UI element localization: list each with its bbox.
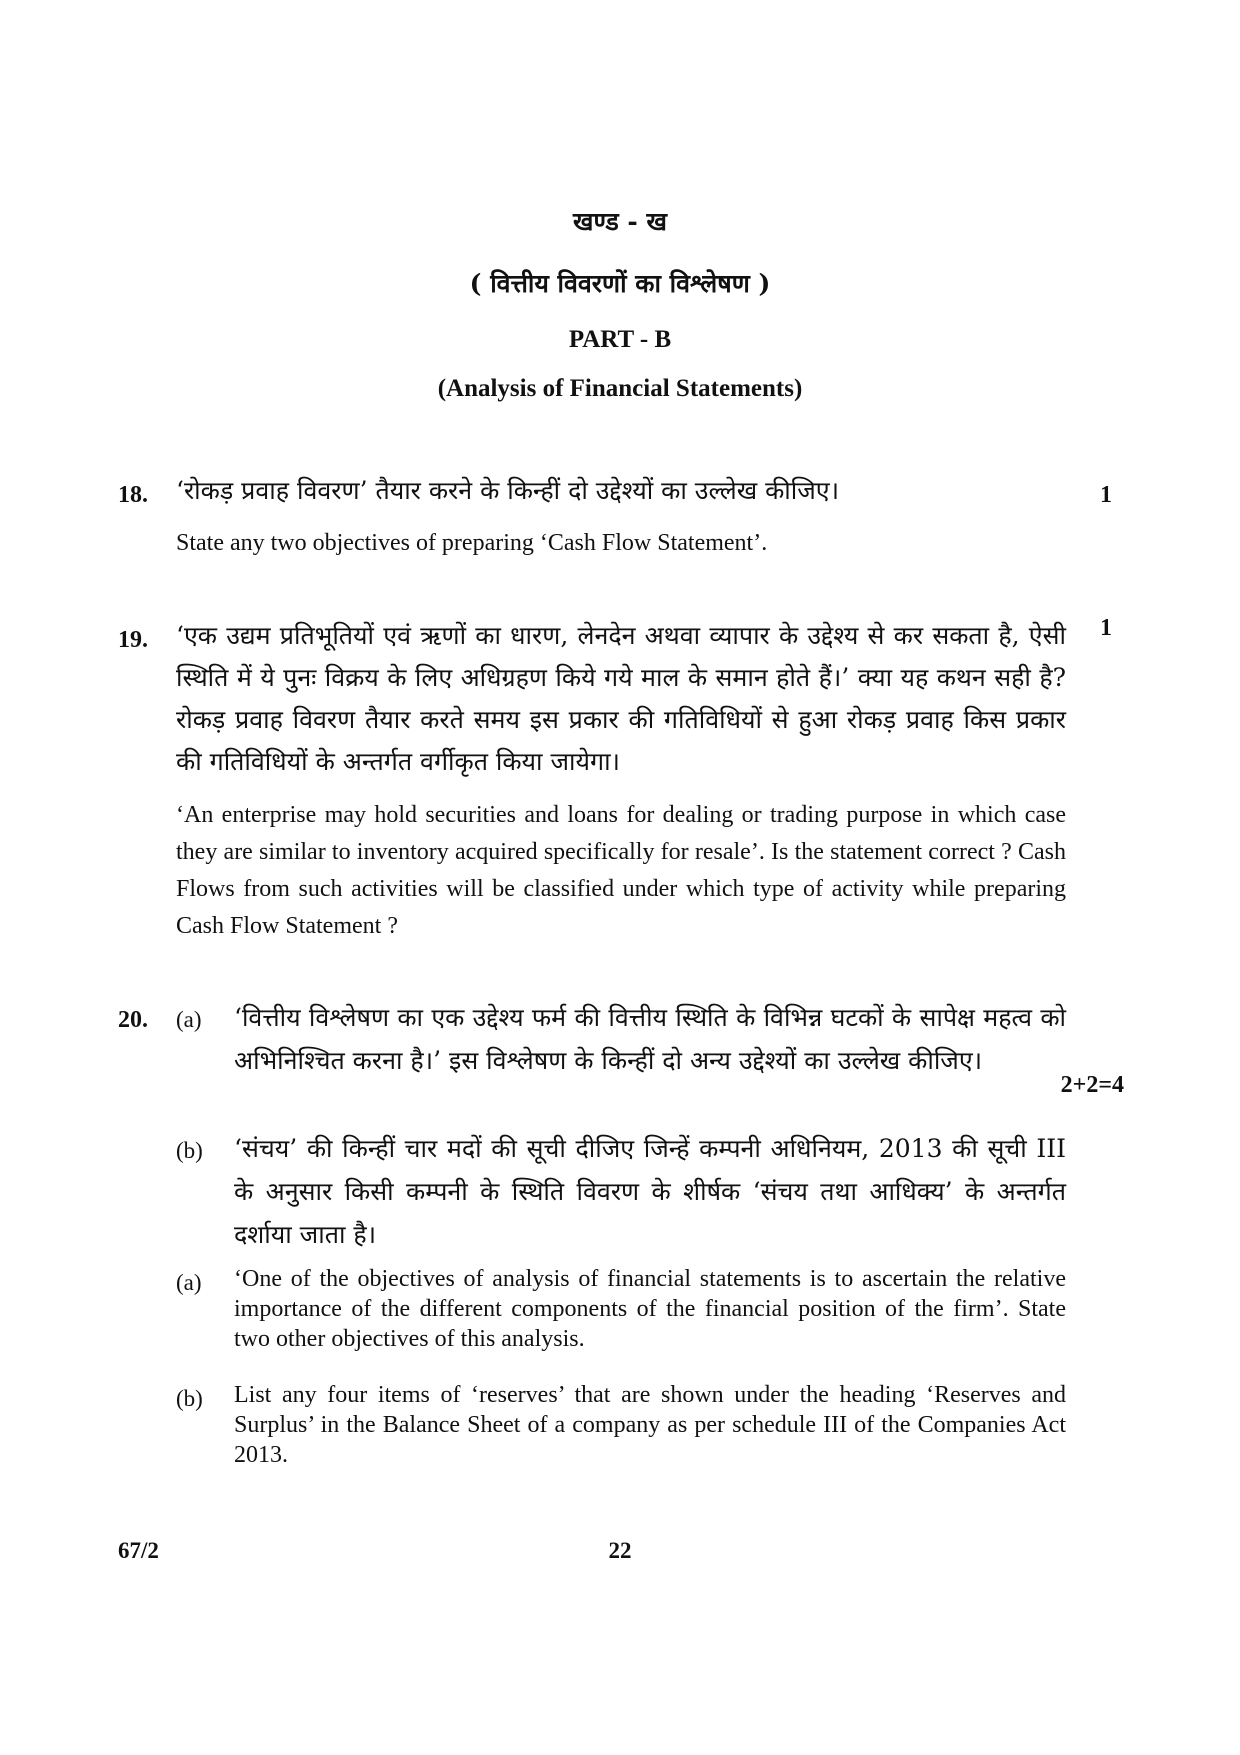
question-18-hindi: ‘रोकड़ प्रवाह विवरण’ तैयार करने के किन्हीं दो उद्देश्यों का उल्लेख कीजिए। bbox=[176, 476, 840, 505]
question-20-english-b-label: (b) bbox=[176, 1386, 203, 1411]
question-18-marks: 1 bbox=[1100, 482, 1112, 508]
question-number: 20. bbox=[118, 1007, 148, 1033]
english-section-subtitle: (Analysis of Financial Statements) bbox=[437, 375, 803, 402]
question-number: 18. bbox=[118, 482, 148, 508]
question-20-english-b: List any four items of ‘reserves’ that are shown under the heading ‘Reserves and Surplus’ in the Balance Sheet of a company as per schedule III of the Companies Act 2013. bbox=[234, 1382, 1066, 1468]
hindi-part-heading: खण्ड - ख bbox=[573, 207, 667, 236]
question-20-marks: 2+2=4 bbox=[1060, 1072, 1124, 1098]
question-20-hindi-b-label: (b) bbox=[176, 1138, 203, 1163]
question-20-english-a-label: (a) bbox=[176, 1270, 202, 1295]
hindi-section-subtitle: ( वित्तीय विवरणों का विश्लेषण ) bbox=[469, 269, 771, 298]
question-19-marks: 1 bbox=[1100, 615, 1112, 641]
paper-code: 67/2 bbox=[118, 1538, 159, 1563]
question-20-hindi-a-label: (a) bbox=[176, 1007, 202, 1032]
question-20-hindi-a: ‘वित्तीय विश्लेषण का एक उद्देश्य फर्म की वित्तीय स्थिति के विभिन्न घटकों के सापेक्ष महत्व को अभिनिश्चित करना है।’ इस विश्लेषण के किन्हीं दो अन्य उद्देश्यों का उल्लेख कीजिए। bbox=[234, 1003, 1066, 1075]
question-18-english: State any two objectives of preparing ‘Cash Flow Statement’. bbox=[176, 530, 768, 556]
question-19-english: ‘An enterprise may hold securities and loans for dealing or trading purpose in which case they are similar to inventory acquired specifically for resale’. Is the statement correct ? Cash Flows from such activities will be classified under which type of activity while preparing Cash Flow Statement ? bbox=[176, 802, 1066, 939]
question-19-hindi: ‘एक उद्यम प्रतिभूतियों एवं ऋणों का धारण, लेनदेन अथवा व्यापार के उद्देश्य से कर सकता है, ऐसी स्थिति में ये पुनः विक्रय के लिए अधिग्रहण किये गये माल के समान होते हैं।’ क्या यह कथन सही है? रोकड़ प्रवाह विवरण तैयार करते समय इस प्रकार की गतिविधियों से हुआ रोकड़ प्रवाह किस प्रकार की गतिविधियों के अन्तर्गत वर्गीकृत किया जायेगा। bbox=[176, 621, 1066, 776]
page-number: 22 bbox=[608, 1538, 632, 1563]
question-20-hindi-b: ‘संचय’ की किन्हीं चार मदों की सूची दीजिए जिन्हें कम्पनी अधिनियम, 2013 की सूची III के अनुसार किसी कम्पनी के स्थिति विवरण के शीर्षक ‘संचय तथा आधिक्य’ के अन्तर्गत दर्शाया जाता है। bbox=[234, 1134, 1066, 1249]
question-20-english-a: ‘One of the objectives of analysis of financial statements is to ascertain the relative importance of the different components of the financial position of the firm’. State two other objectives of this analysis. bbox=[234, 1266, 1066, 1352]
question-number: 19. bbox=[118, 627, 148, 653]
english-part-heading: PART - B bbox=[568, 326, 672, 353]
